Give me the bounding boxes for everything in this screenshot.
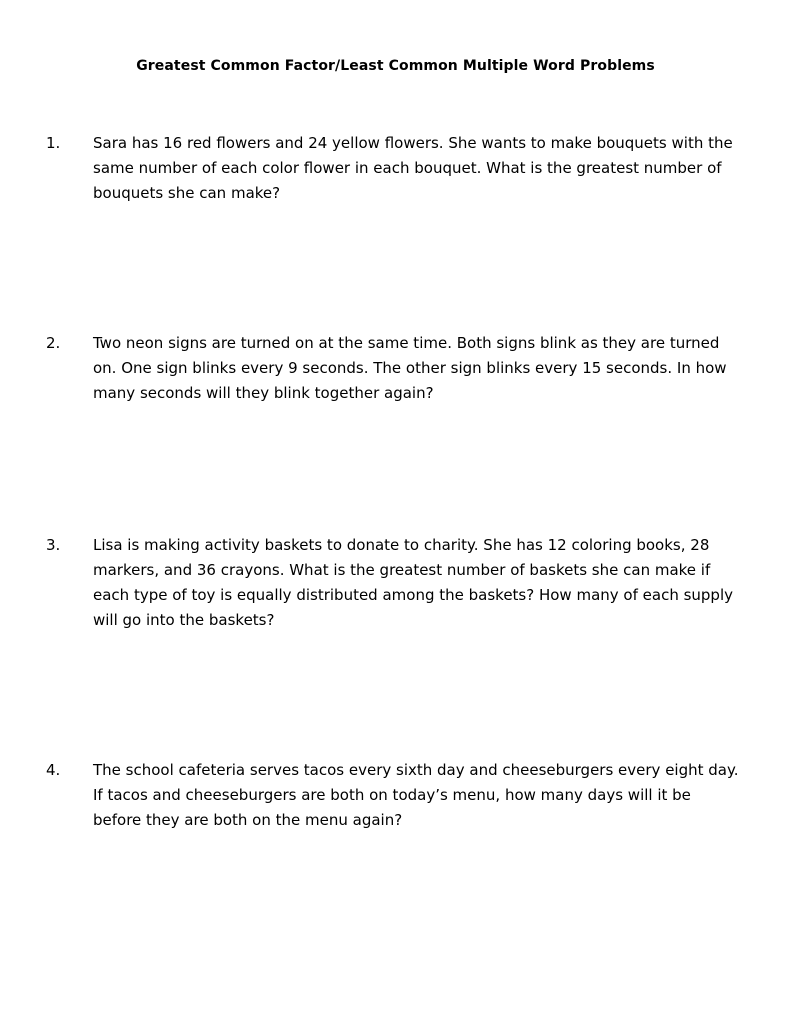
problem-number: 4. [46,761,61,779]
problem-text: Two neon signs are turned on at the same time. Both signs blink as they are turned on. One sign blinks every 9 seconds. The other sign blinks every 15 seconds. In how many seconds will they blink together again? [93,334,727,402]
problem-number: 3. [46,536,61,554]
problem-text: Sara has 16 red flowers and 24 yellow flowers. She wants to make bouquets with the same number of each color flower in each bouquet. What is the greatest number of bouquets she can make? [93,134,733,202]
problem-text: Lisa is making activity baskets to donate to charity. She has 12 coloring books, 28 markers, and 36 crayons. What is the greatest number of baskets she can make if each type of toy is equally distributed among the baskets? How many of each supply will go into the baskets? [93,536,733,629]
page-title: Greatest Common Factor/Least Common Multiple Word Problems [136,58,655,74]
problem-number: 1. [46,134,61,152]
problem-text: The school cafeteria serves tacos every sixth day and cheeseburgers every eight day. If tacos and cheeseburgers are both on today’s menu, how many days will it be before they are both on the menu again? [93,761,739,829]
problem-number: 2. [46,334,61,352]
